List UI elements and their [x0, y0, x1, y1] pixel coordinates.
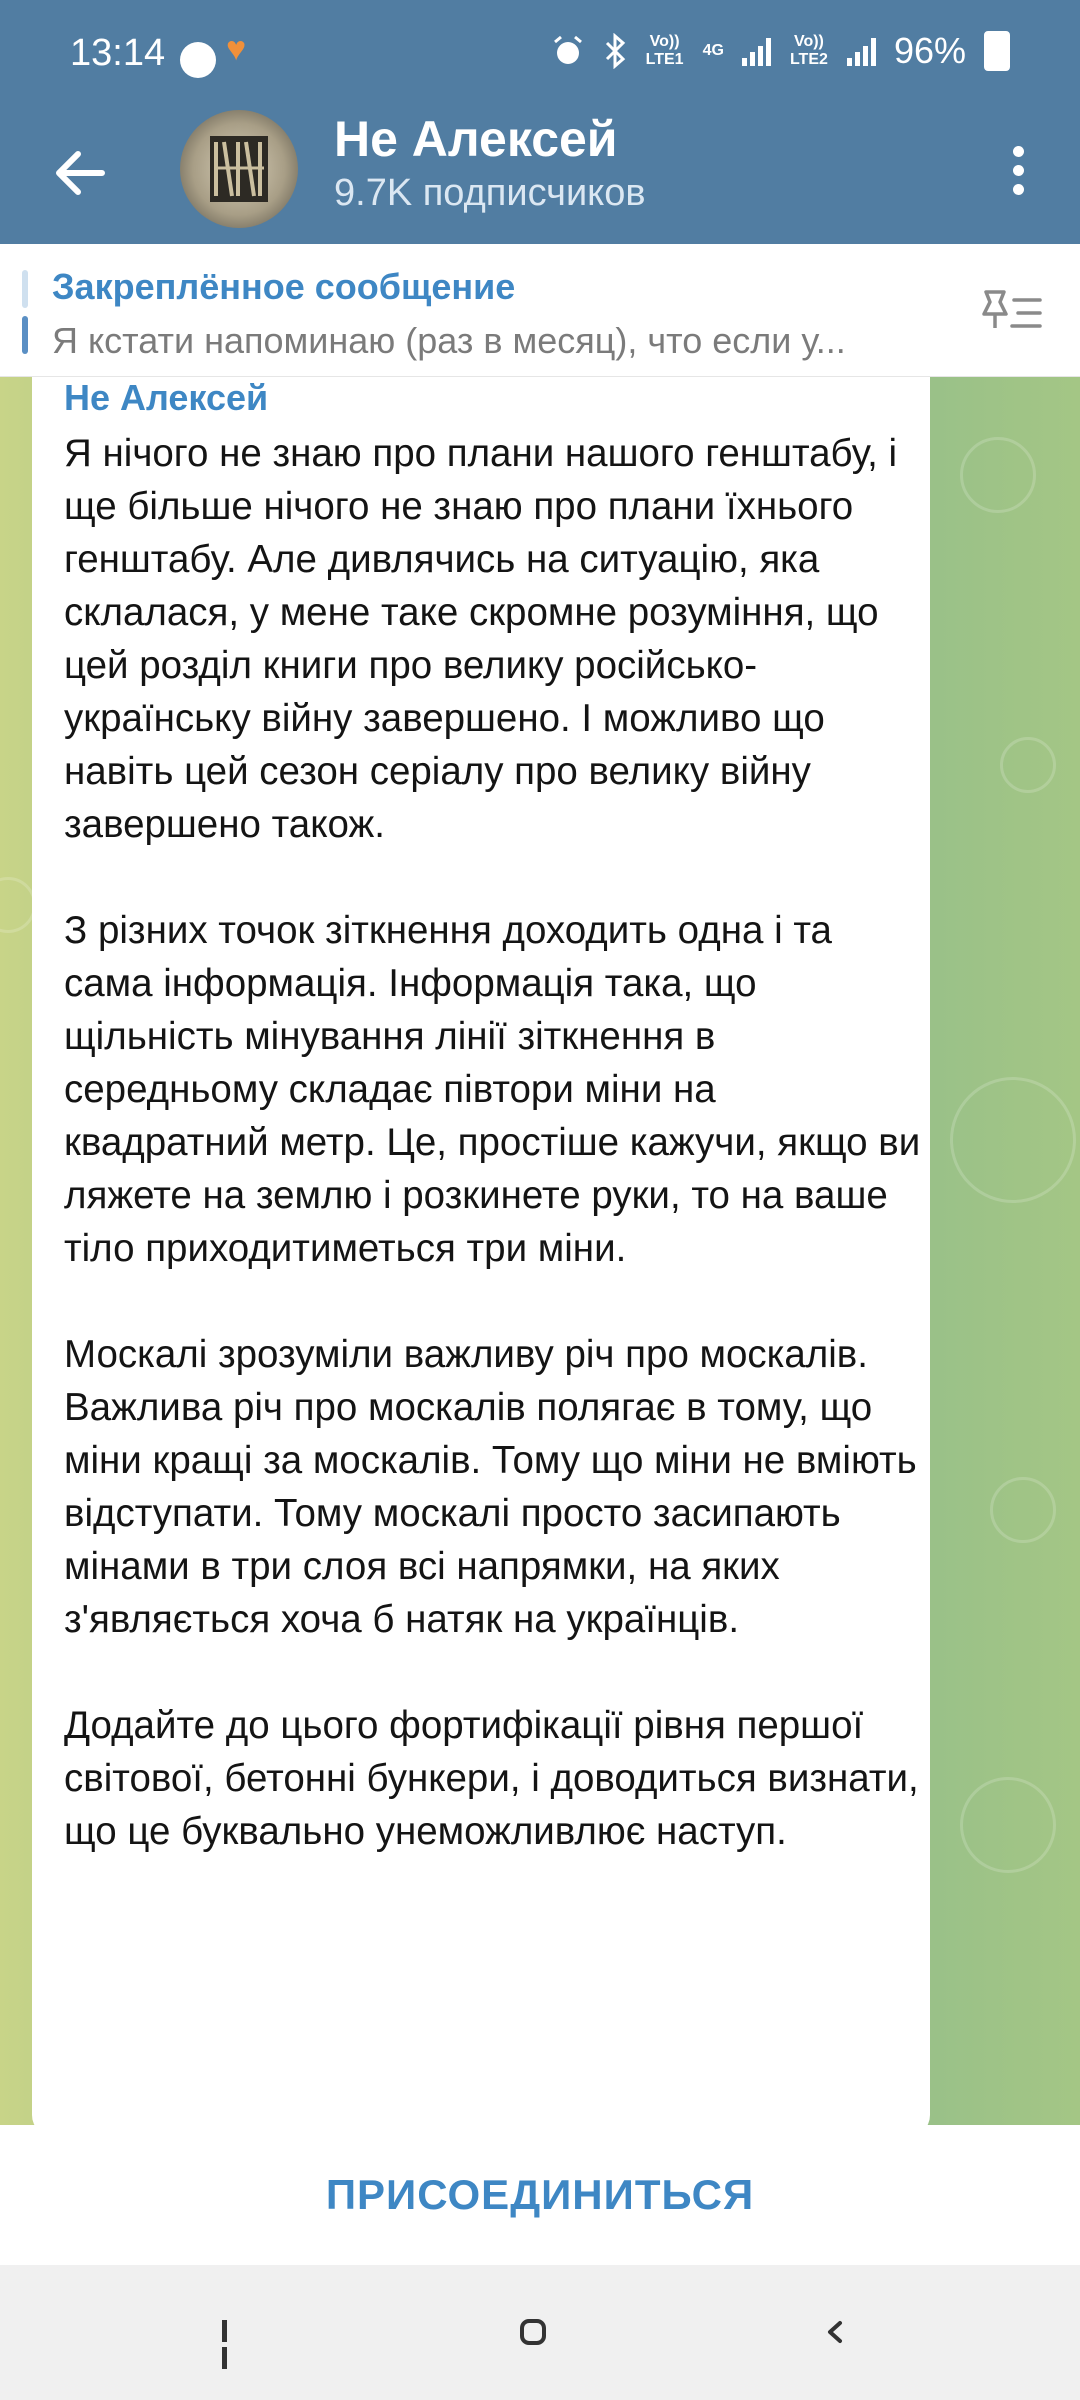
chat-background [0, 377, 1080, 2125]
system-nav-bar [0, 2265, 1080, 2400]
chat-header [0, 110, 1080, 244]
pin-indicator [22, 270, 28, 308]
nav-back-icon[interactable] [820, 2317, 850, 2347]
join-button[interactable]: ПРИСОЕДИНИТЬСЯ [325, 2171, 755, 2218]
home-icon[interactable] [520, 2319, 546, 2345]
background-doodle [990, 1477, 1056, 1543]
app-notification-icon: ♥ [226, 30, 247, 68]
pinned-title: Закреплённое сообщение [52, 266, 516, 307]
background-doodle [1000, 737, 1056, 793]
message-bubble[interactable] [32, 377, 930, 2125]
subscriber-count: 9.7K подписчиков [334, 172, 646, 214]
pin-indicator-active [22, 316, 28, 354]
avatar-logo-icon [180, 110, 298, 228]
background-doodle [960, 1777, 1056, 1873]
background-doodle [950, 1077, 1076, 1203]
status-time: 13:14 [70, 32, 166, 74]
sim1-label: Vo)) LTE1 [645, 33, 684, 68]
channel-avatar[interactable] [180, 110, 298, 228]
alarm-icon [551, 34, 585, 68]
battery-level: 96% [893, 30, 966, 71]
pinned-preview: Я кстати напоминаю (раз в месяц), что если у... [52, 320, 846, 361]
sim2-label: Vo)) LTE2 [789, 33, 828, 68]
menu-icon[interactable] [998, 140, 1038, 204]
message-text: Я нічого не знаю про плани нашого генштабу, і ще більше нічого не знаю про плани їхнього генштабу. Але дивлячись на ситуацію, яка склалася, у мене таке скромне розуміння, що цей розділ книги про велику російсько-українську війну завершено. І можливо що навіть цей сезон серіалу про велику війну завершено також. З різних точок зіткнення доходить одна і та сама інформація. Інформація така, що щільність мінування лінії зіткнення в середньому складає півтори міни на квадратний метр. Це, простіше кажучи, якщо ви ляжете на землю і розкинете руки, то на ваше тіло приходитиметься три міни. Москалі зрозуміли важливу річ про москалів. Важлива річ про москалів полягає в тому, що міни кращі за москалів. Тому що міни не вміють відступати. Тому москалі просто засипають мінами в три слоя всі напрямки, на яких з'являється хоча б натяк на українців. Додайте до цього фортифікації рівня першої світової, бетонні бункери, і доводиться визнати, що це буквально унеможливлює наступ. [64, 432, 921, 1853]
status-bar [0, 0, 1080, 110]
status-icons [551, 30, 1010, 72]
network-type: 4G [702, 42, 724, 59]
signal-icon [847, 36, 876, 66]
back-arrow-icon[interactable] [46, 138, 116, 208]
message-sender: Не Алексей [64, 377, 269, 418]
background-doodle [0, 877, 36, 933]
bluetooth-icon [603, 33, 627, 69]
pinned-message-bar[interactable] [0, 244, 1080, 377]
join-bar [0, 2125, 1080, 2265]
recent-apps-icon[interactable] [222, 2320, 246, 2344]
notification-dot-icon [180, 42, 216, 78]
unpin-list-icon[interactable] [976, 284, 1046, 344]
battery-icon [984, 31, 1010, 71]
channel-title[interactable]: Не Алексей [334, 111, 618, 167]
signal-icon [742, 36, 771, 66]
background-doodle [960, 437, 1036, 513]
